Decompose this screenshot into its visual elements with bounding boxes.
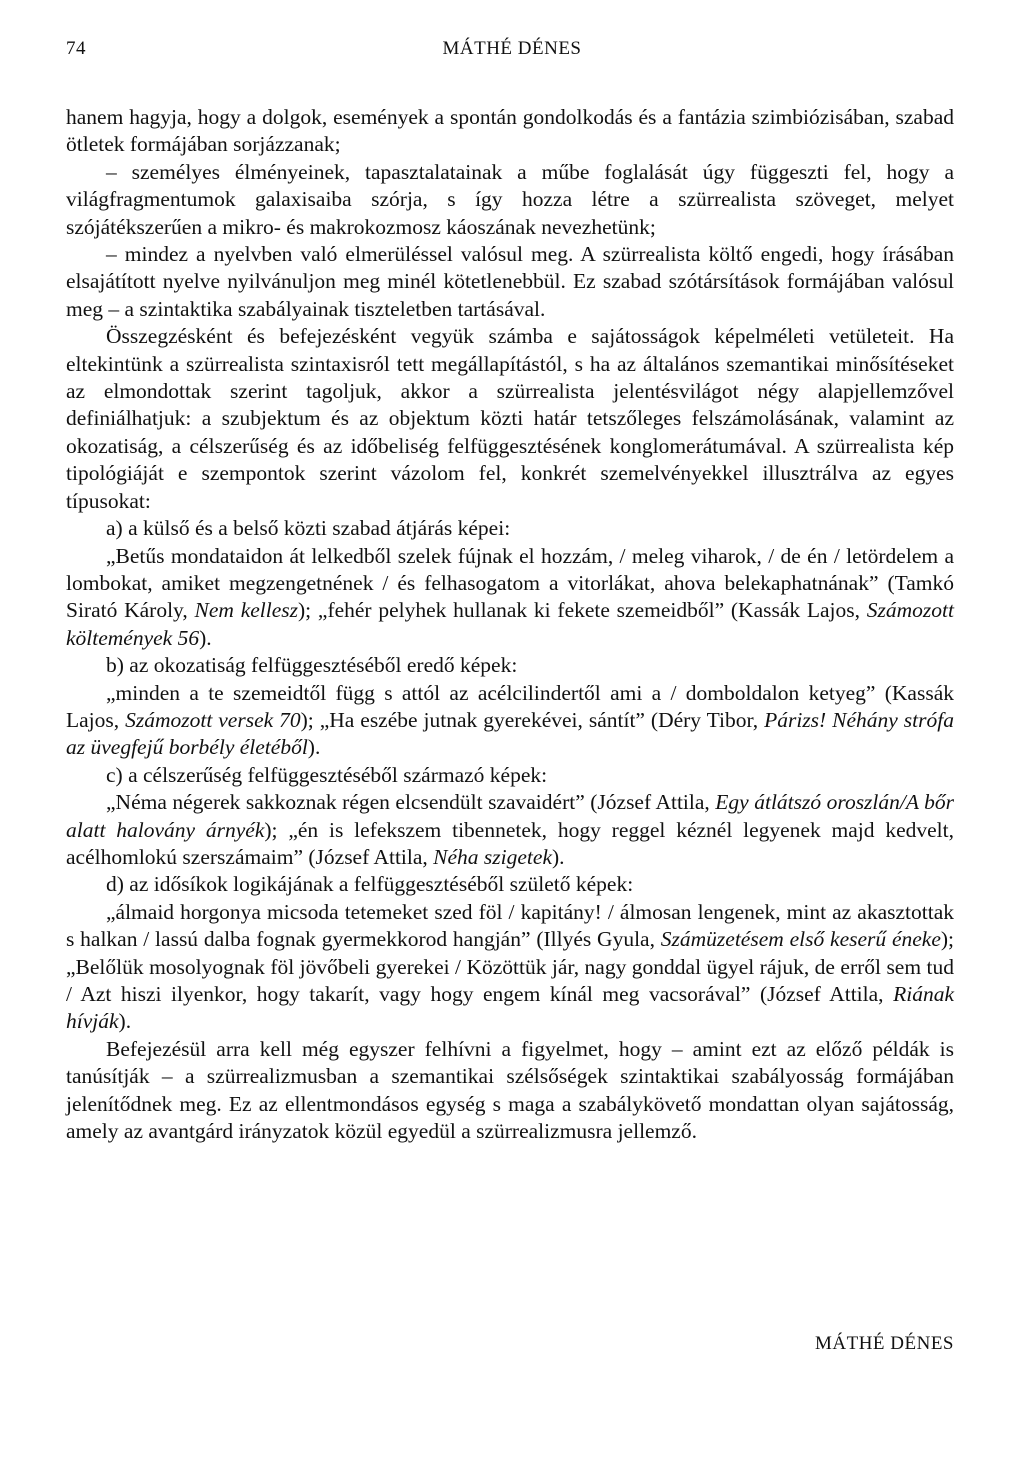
paragraph-conclusion: Befejezésül arra kell még egyszer felhívni a figyelmet, hogy – amint ezt az előző példák is tanúsítják – a szürrealizmusban a szemantikai szélsőségek szintaktikai szabályosság formájában jelenítődnek meg. Ez az ellentmondásos egység s maga a szabálykövető mondattan olyan sajátosság, amely az avantgárd irányzatok közül egyedül a szürrealizmusra jellemző. [66,1036,954,1144]
work-title: Számozott versek 70 [125,707,301,732]
quote-text: ). [307,735,321,760]
paragraph-dash-item-2: – mindez a nyelvben való elmerüléssel valósul meg. A szürrealista költő engedi, hogy írásában elsajátított nyelve nyilvánuljon meg minél kötetlenebbül. Ez szabad szótársítások formájában valósul meg – a szintaktika szabályainak tiszteletben tartásával. [66,242,954,321]
quote-text: „minden a te szemeidtől függ s attól az acélcilindertől ami a / domboldalon ketyeg” (Kassák Lajos, [66,680,954,732]
type-a-quotes [66,543,954,653]
running-head [66,34,958,64]
type-c-quotes [66,789,954,871]
quote-text: ); „fehér pelyhek hullanak ki fekete szemeidből” (Kassák Lajos, [298,598,867,623]
quote-text: ). [199,625,212,650]
quote-text: ). [552,844,565,869]
author-signature: MÁTHÉ DÉNES [814,1333,954,1354]
type-b-heading: b) az okozatiság felfüggesztéséből eredő képek: [106,653,518,678]
work-title: Riának hívják [66,982,954,1034]
type-d-quotes [66,899,954,1036]
type-b-quotes [66,680,954,762]
quote-text: ); „Ha eszébe jutnak gyerekévei, sántít” (Déry Tibor, [300,707,765,732]
work-title: Számozott költemények 56 [66,598,954,650]
work-title: Néha szigetek [433,844,552,869]
paragraph-summary: Összegzésként és befejezésként vegyük számba e sajátosságok képelméleti vetületeit. Ha eltekintünk a szürrealista szintaxisról tett megállapítástól, s ha az általános szemantikai minősítéseket az elmondottak szerint tagoljuk, akkor a szürrealista jelentésvilágot négy alapjellemzővel definiálhatjuk: a szubjektum és az objektum közti határ tetszőleges felszámolásának, valamint az okozatiság, a célszerűség és az időbeliség felfüggesztésének konglomerátumával. A szürrealista kép tipológiáját e szempontok szerint vázolom fel, konkrét szemelvényekkel illusztrálva az egyes típusokat: [66,324,954,513]
work-title: Nem kellesz [194,598,299,623]
quote-text: ). [118,1009,132,1034]
type-c-heading: c) a célszerűség felfüggesztéséből származó képek: [106,762,548,787]
quote-text: „Betűs mondataidon át lelkedből szelek fújnak el hozzám, / meleg viharok, / de én / letördelem a lombokat, amiket megzengetnének / és felhasogatom a vitorlákat, ahova belekaphatnának” (Tamkó Sirató Károly, [66,543,954,623]
paragraph-dash-item-1: – személyes élményeinek, tapasztalatainak a műbe foglalását úgy függeszti fel, hogy a világfragmentumok galaxisaiba szórja, s így hozza létre a szürrealista szöveget, melyet szójátékszerűen a mikro- és makrokozmosz káoszának nevezhetünk; [66,159,954,239]
type-a-heading: a) a külső és a belső közti szabad átjárás képei: [106,516,511,541]
work-title: Párizs! Néhány strófa az üvegfejű borbély életéből [66,707,954,760]
text-body [66,104,954,1145]
quote-text: „Néma négerek sakkoznak régen elcsendült szavaidért” (József Attila, [106,790,716,815]
type-d-heading: d) az idősíkok logikájának a felfüggesztéséből születő képek: [106,872,634,897]
quote-text: ); „Belőlük mosolyognak föl jövőbeli gyerekei / Közöttük jár, nagy gonddal ügyel rájuk, de erről sem tud / Azt hiszi ilyenkor, hogy takarít, vagy hogy engem kínál meg vacsorával” (József Attila, [66,927,955,1006]
paragraph-continuation: hanem hagyja, hogy a dolgok, események a spontán gondolkodás és a fantázia szimbiózisában, szabad ötletek formájában sorjázzanak; [66,105,954,157]
running-title-author: MÁTHÉ DÉNES [442,38,582,59]
quote-text: ); „én is lefekszem tibennetek, hogy reggel kéznél legyenek majd kedvelt, acélhomlokú szerszámaim” (József Attila, [66,817,954,869]
work-title: Számüzetésem első keserű éneke [660,927,941,952]
quote-text: „álmaid horgonya micsoda tetemeket szed föl / kapitány! / álmosan lengenek, mint az akasztottak s halkan / lassú dalba fognak gyermekkorod hangján” (Illyés Gyula, [66,899,954,952]
work-title: Egy átlátszó oroszlán/A bőr alatt halovány árnyék [66,790,954,842]
page-number: 74 [66,38,86,59]
